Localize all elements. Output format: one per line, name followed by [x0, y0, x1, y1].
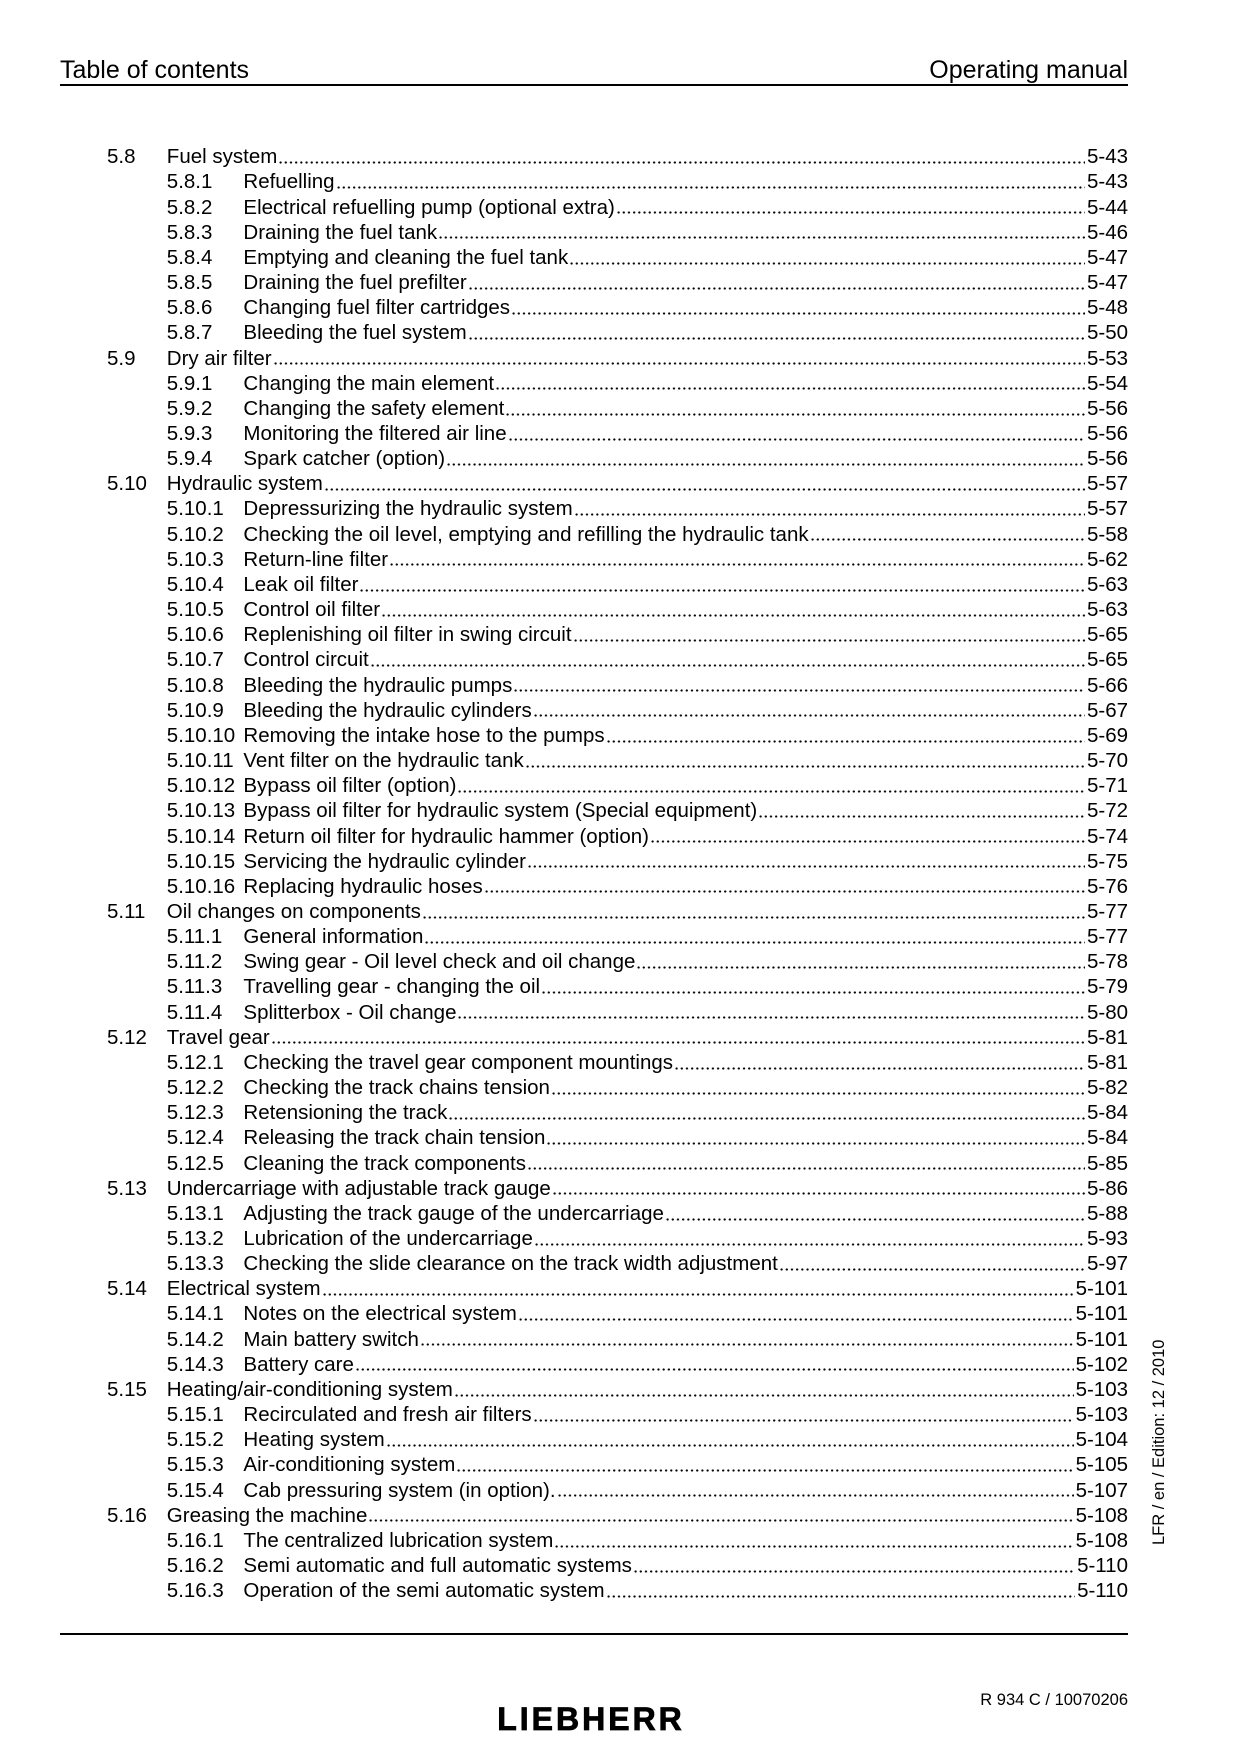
subsection-title: Swing gear - Oil level check and oil change [243, 950, 636, 974]
toc-subsection-entry [0, 195, 1240, 220]
dot-leader [457, 1016, 1085, 1019]
dot-leader [525, 765, 1085, 768]
section-page: 5-57 [1086, 472, 1128, 496]
toc-subsection-entry [0, 295, 1240, 320]
subsection-title: Leak oil filter [243, 572, 359, 596]
dot-leader [457, 790, 1085, 793]
subsection-page: 5-85 [1086, 1151, 1128, 1175]
subsection-title: Lubrication of the undercarriage [243, 1227, 533, 1251]
toc-subsection-entry [0, 522, 1240, 547]
dot-leader [271, 1041, 1085, 1044]
header-divider [60, 84, 1128, 86]
toc-subsection-entry [0, 1301, 1240, 1326]
subsection-number: 5.14.3 [166, 1352, 224, 1376]
subsection-title: General information [243, 925, 424, 949]
subsection-title: Bleeding the fuel system [243, 321, 467, 345]
toc-subsection-entry [0, 1251, 1240, 1276]
section-title: Electrical system [166, 1277, 321, 1301]
section-number: 5.11 [107, 899, 146, 923]
toc-subsection-entry [0, 320, 1240, 345]
dot-leader [518, 1318, 1074, 1321]
subsection-number: 5.16.1 [166, 1528, 224, 1552]
dot-leader [336, 186, 1085, 189]
dot-leader [448, 1117, 1085, 1120]
subsection-title: Operation of the semi automatic system [243, 1579, 605, 1603]
subsection-number: 5.10.4 [166, 572, 224, 596]
subsection-title: Draining the fuel tank [243, 220, 438, 244]
subsection-title: Changing the main element [243, 371, 495, 395]
section-number: 5.8 [107, 145, 136, 169]
edition-note: LFR / en / Edition: 12 / 2010 [1149, 1339, 1168, 1545]
subsection-page: 5-66 [1086, 673, 1128, 697]
subsection-number: 5.8.1 [166, 170, 213, 194]
subsection-page: 5-78 [1086, 950, 1128, 974]
subsection-number: 5.12.3 [166, 1101, 224, 1125]
subsection-number: 5.10.16 [166, 874, 236, 898]
subsection-title: Air-conditioning system [243, 1453, 456, 1477]
dot-leader [389, 563, 1085, 566]
dot-leader [534, 1243, 1085, 1246]
subsection-number: 5.10.2 [166, 522, 224, 546]
subsection-title: Checking the slide clearance on the track width adjustment [243, 1252, 778, 1276]
subsection-page: 5-56 [1086, 396, 1128, 420]
subsection-page: 5-97 [1086, 1252, 1128, 1276]
subsection-page: 5-69 [1086, 723, 1128, 747]
subsection-number: 5.10.1 [166, 497, 224, 521]
subsection-title: Recirculated and fresh air filters [243, 1403, 532, 1427]
subsection-page: 5-101 [1075, 1327, 1128, 1351]
toc-subsection-entry [0, 547, 1240, 572]
toc-section-entry [0, 471, 1240, 496]
subsection-title: Vent filter on the hydraulic tank [243, 749, 524, 773]
subsection-page: 5-107 [1075, 1478, 1128, 1502]
dot-leader [438, 236, 1085, 239]
subsection-title: Bleeding the hydraulic pumps [243, 673, 513, 697]
toc-subsection-entry [0, 1452, 1240, 1477]
subsection-title: Bypass oil filter (option) [243, 774, 457, 798]
toc-subsection-entry [0, 396, 1240, 421]
dot-leader [420, 1343, 1074, 1346]
subsection-title: Checking the track chains tension [243, 1076, 550, 1100]
subsection-title: Checking the oil level, emptying and refilling the hydraulic tank [243, 522, 809, 546]
subsection-number: 5.10.10 [166, 723, 236, 747]
toc-section-entry [0, 1503, 1240, 1528]
section-title: Undercarriage with adjustable track gauge [166, 1176, 551, 1200]
subsection-page: 5-63 [1086, 598, 1128, 622]
subsection-number: 5.10.7 [166, 648, 224, 672]
subsection-page: 5-88 [1086, 1201, 1128, 1225]
subsection-page: 5-103 [1075, 1403, 1128, 1427]
subsection-page: 5-47 [1086, 271, 1128, 295]
subsection-title: Splitterbox - Oil change [243, 1000, 457, 1024]
subsection-number: 5.8.6 [166, 296, 213, 320]
subsection-title: Depressurizing the hydraulic system [243, 497, 573, 521]
subsection-number: 5.12.1 [166, 1050, 224, 1074]
subsection-number: 5.11.4 [166, 1000, 223, 1024]
subsection-title: Replacing hydraulic hoses [243, 874, 483, 898]
subsection-number: 5.10.14 [166, 824, 236, 848]
subsection-page: 5-47 [1086, 245, 1128, 269]
subsection-title: Travelling gear - changing the oil [243, 975, 541, 999]
dot-leader [633, 1570, 1075, 1573]
subsection-number: 5.8.4 [166, 245, 213, 269]
toc-subsection-entry [0, 1226, 1240, 1251]
subsection-title: Changing fuel filter cartridges [243, 296, 511, 320]
footer-divider [60, 1633, 1128, 1635]
dot-leader [456, 1469, 1073, 1472]
dot-leader [616, 211, 1085, 214]
toc-subsection-entry [0, 824, 1240, 849]
toc-subsection-entry [0, 1125, 1240, 1150]
subsection-page: 5-70 [1086, 749, 1128, 773]
toc-subsection-entry [0, 572, 1240, 597]
dot-leader [606, 1595, 1076, 1598]
subsection-page: 5-77 [1086, 925, 1128, 949]
subsection-title: Main battery switch [243, 1327, 419, 1351]
subsection-number: 5.10.11 [166, 749, 234, 773]
subsection-title: Removing the intake hose to the pumps [243, 723, 605, 747]
dot-leader [381, 614, 1085, 617]
subsection-number: 5.15.3 [166, 1453, 224, 1477]
toc-subsection-entry [0, 446, 1240, 471]
subsection-title: Refuelling [243, 170, 335, 194]
subsection-page: 5-110 [1077, 1554, 1128, 1578]
subsection-page: 5-84 [1086, 1126, 1128, 1150]
subsection-page: 5-71 [1086, 774, 1128, 798]
toc-subsection-entry [0, 698, 1240, 723]
toc-section-entry [0, 346, 1240, 371]
section-number: 5.14 [107, 1277, 147, 1301]
dot-leader [359, 589, 1084, 592]
toc-subsection-entry [0, 1075, 1240, 1100]
dot-leader [573, 639, 1085, 642]
dot-leader [606, 740, 1085, 743]
subsection-number: 5.10.12 [166, 774, 236, 798]
section-page: 5-86 [1086, 1176, 1128, 1200]
subsection-number: 5.15.2 [166, 1428, 224, 1452]
subsection-number: 5.10.9 [166, 698, 224, 722]
toc-subsection-entry [0, 245, 1240, 270]
subsection-number: 5.10.8 [166, 673, 224, 697]
subsection-title: Adjusting the track gauge of the undercarriage [243, 1201, 664, 1225]
dot-leader [370, 664, 1085, 667]
subsection-page: 5-104 [1075, 1428, 1128, 1452]
toc-subsection-entry [0, 622, 1240, 647]
subsection-page: 5-110 [1077, 1579, 1128, 1603]
dot-leader [810, 538, 1085, 541]
subsection-page: 5-72 [1086, 799, 1128, 823]
toc-subsection-entry [0, 849, 1240, 874]
dot-leader [386, 1444, 1074, 1447]
toc-subsection-entry [0, 1000, 1240, 1025]
subsection-number: 5.11.3 [166, 975, 223, 999]
toc-section-entry [0, 1176, 1240, 1201]
subsection-number: 5.10.13 [166, 799, 236, 823]
subsection-page: 5-56 [1086, 447, 1128, 471]
toc-subsection-entry [0, 1201, 1240, 1226]
section-title: Greasing the machine [166, 1503, 368, 1527]
subsection-title: Heating system [243, 1428, 385, 1452]
subsection-title: Semi automatic and full automatic systems [243, 1554, 632, 1578]
subsection-title: Emptying and cleaning the fuel tank [243, 245, 569, 269]
dot-leader [674, 1067, 1085, 1070]
toc-subsection-entry [0, 748, 1240, 773]
subsection-number: 5.8.3 [166, 220, 213, 244]
subsection-number: 5.8.5 [166, 271, 213, 295]
dot-leader [758, 815, 1085, 818]
subsection-page: 5-46 [1086, 220, 1128, 244]
subsection-number: 5.14.1 [166, 1302, 224, 1326]
subsection-number: 5.15.1 [166, 1403, 224, 1427]
subsection-title: Control circuit [243, 648, 369, 672]
dot-leader [322, 1293, 1074, 1296]
section-page: 5-53 [1086, 346, 1128, 370]
section-number: 5.9 [107, 346, 136, 370]
subsection-page: 5-93 [1086, 1227, 1128, 1251]
dot-leader [650, 840, 1085, 843]
dot-leader [511, 312, 1085, 315]
section-page: 5-101 [1075, 1277, 1128, 1301]
section-number: 5.16 [107, 1503, 147, 1527]
toc-subsection-entry [0, 773, 1240, 798]
toc-subsection-entry [0, 1151, 1240, 1176]
toc-section-entry [0, 899, 1240, 924]
subsection-page: 5-65 [1086, 623, 1128, 647]
dot-leader [527, 865, 1085, 868]
subsection-page: 5-50 [1086, 321, 1128, 345]
subsection-title: The centralized lubrication system [243, 1528, 554, 1552]
subsection-title: Electrical refuelling pump (optional extra) [243, 195, 615, 219]
section-title: Hydraulic system [166, 472, 323, 496]
toc-section-entry [0, 144, 1240, 169]
section-title: Fuel system [166, 145, 278, 169]
toc-subsection-entry [0, 647, 1240, 672]
subsection-number: 5.16.3 [166, 1579, 224, 1603]
section-number: 5.12 [107, 1025, 147, 1049]
subsection-page: 5-43 [1086, 170, 1128, 194]
subsection-page: 5-82 [1086, 1076, 1128, 1100]
section-page: 5-77 [1086, 899, 1128, 923]
subsection-title: Retensioning the track [243, 1101, 448, 1125]
dot-leader [355, 1368, 1074, 1371]
subsection-title: Control oil filter [243, 598, 381, 622]
toc-subsection-entry [0, 1553, 1240, 1578]
dot-leader [454, 1394, 1074, 1397]
subsection-number: 5.13.1 [166, 1201, 224, 1225]
toc-section-entry [0, 1377, 1240, 1402]
subsection-number: 5.15.4 [166, 1478, 224, 1502]
toc-subsection-entry [0, 220, 1240, 245]
liebherr-logo: LIEBHERR [497, 1701, 685, 1737]
dot-leader [495, 387, 1085, 390]
dot-leader [278, 161, 1085, 164]
subsection-number: 5.10.5 [166, 598, 224, 622]
dot-leader [446, 463, 1085, 466]
subsection-number: 5.10.15 [166, 849, 236, 873]
toc-subsection-entry [0, 169, 1240, 194]
section-title: Heating/air-conditioning system [166, 1377, 453, 1401]
section-title: Travel gear [166, 1025, 270, 1049]
subsection-page: 5-56 [1086, 422, 1128, 446]
subsection-page: 5-57 [1086, 497, 1128, 521]
section-page: 5-81 [1086, 1025, 1128, 1049]
subsection-page: 5-63 [1086, 572, 1128, 596]
subsection-page: 5-74 [1086, 824, 1128, 848]
subsection-number: 5.10.3 [166, 547, 224, 571]
dot-leader [468, 287, 1085, 290]
section-title: Oil changes on components [166, 899, 421, 923]
toc-section-entry [0, 1025, 1240, 1050]
toc-subsection-entry [0, 1402, 1240, 1427]
subsection-page: 5-75 [1086, 849, 1128, 873]
subsection-page: 5-108 [1075, 1528, 1128, 1552]
subsection-title: Checking the travel gear component mountings [243, 1050, 673, 1074]
subsection-number: 5.16.2 [166, 1554, 224, 1578]
dot-leader [468, 337, 1085, 340]
subsection-number: 5.13.2 [166, 1227, 224, 1251]
subsection-title: Replenishing oil filter in swing circuit [243, 623, 572, 647]
dot-leader [554, 1545, 1073, 1548]
toc-section-entry [0, 1276, 1240, 1301]
toc-subsection-entry [0, 1578, 1240, 1603]
toc-subsection-entry [0, 597, 1240, 622]
dot-leader [779, 1268, 1085, 1271]
subsection-page: 5-67 [1086, 698, 1128, 722]
subsection-page: 5-101 [1075, 1302, 1128, 1326]
subsection-page: 5-54 [1086, 371, 1128, 395]
subsection-page: 5-76 [1086, 874, 1128, 898]
subsection-page: 5-44 [1086, 195, 1128, 219]
subsection-number: 5.9.1 [166, 371, 213, 395]
subsection-title: Servicing the hydraulic cylinder [243, 849, 526, 873]
section-page: 5-43 [1086, 145, 1128, 169]
section-title: Dry air filter [166, 346, 272, 370]
toc-subsection-entry [0, 1100, 1240, 1125]
subsection-title: Return oil filter for hydraulic hammer (option) [243, 824, 649, 848]
section-number: 5.10 [107, 472, 147, 496]
subsection-title: Spark catcher (option) [243, 447, 446, 471]
header-title: Table of contents [60, 56, 250, 84]
toc-subsection-entry [0, 974, 1240, 999]
section-number: 5.15 [107, 1377, 147, 1401]
toc-subsection-entry [0, 1528, 1240, 1553]
section-page: 5-103 [1075, 1377, 1128, 1401]
subsection-title: Notes on the electrical system [243, 1302, 517, 1326]
dot-leader [533, 1419, 1074, 1422]
dot-leader [527, 1167, 1085, 1170]
toc-subsection-entry [0, 673, 1240, 698]
header-manual-name: Operating manual [929, 56, 1128, 84]
dot-leader [552, 1192, 1085, 1195]
toc-subsection-entry [0, 924, 1240, 949]
subsection-title: Bypass oil filter for hydraulic system (Special equipment) [243, 799, 758, 823]
subsection-page: 5-84 [1086, 1101, 1128, 1125]
toc-subsection-entry [0, 371, 1240, 396]
subsection-number: 5.9.3 [166, 422, 213, 446]
table-of-contents [0, 144, 1240, 1603]
dot-leader [665, 1218, 1085, 1221]
document-id: R 934 C / 10070206 [980, 1691, 1128, 1709]
subsection-number: 5.13.3 [166, 1252, 224, 1276]
dot-leader [513, 689, 1085, 692]
subsection-page: 5-65 [1086, 648, 1128, 672]
toc-subsection-entry [0, 1327, 1240, 1352]
dot-leader [574, 513, 1085, 516]
dot-leader [533, 714, 1085, 717]
section-page: 5-108 [1075, 1503, 1128, 1527]
dot-leader [551, 1092, 1085, 1095]
subsection-page: 5-105 [1075, 1453, 1128, 1477]
subsection-title: Return-line filter [243, 547, 389, 571]
toc-subsection-entry [0, 1427, 1240, 1452]
subsection-title: Changing the safety element [243, 396, 505, 420]
subsection-number: 5.8.7 [166, 321, 213, 345]
subsection-number: 5.11.1 [166, 925, 223, 949]
toc-subsection-entry [0, 496, 1240, 521]
subsection-title: Releasing the track chain tension [243, 1126, 546, 1150]
toc-subsection-entry [0, 421, 1240, 446]
toc-subsection-entry [0, 949, 1240, 974]
dot-leader [273, 362, 1085, 365]
subsection-page: 5-58 [1086, 522, 1128, 546]
dot-leader [505, 413, 1085, 416]
dot-leader [569, 262, 1085, 265]
toc-subsection-entry [0, 798, 1240, 823]
subsection-number: 5.14.2 [166, 1327, 224, 1351]
dot-leader [636, 966, 1085, 969]
subsection-page: 5-102 [1075, 1352, 1128, 1376]
subsection-title: Cleaning the track components [243, 1151, 526, 1175]
toc-subsection-entry [0, 723, 1240, 748]
subsection-number: 5.12.4 [166, 1126, 224, 1150]
subsection-number: 5.10.6 [166, 623, 224, 647]
subsection-title: Bleeding the hydraulic cylinders [243, 698, 532, 722]
subsection-page: 5-62 [1086, 547, 1128, 571]
subsection-title: Cab pressuring system (in option). [243, 1478, 556, 1502]
subsection-page: 5-79 [1086, 975, 1128, 999]
toc-subsection-entry [0, 874, 1240, 899]
dot-leader [324, 488, 1085, 491]
subsection-number: 5.9.4 [166, 447, 213, 471]
dot-leader [508, 438, 1085, 441]
subsection-page: 5-48 [1086, 296, 1128, 320]
subsection-page: 5-81 [1086, 1050, 1128, 1074]
dot-leader [368, 1519, 1073, 1522]
toc-subsection-entry [0, 1352, 1240, 1377]
subsection-title: Battery care [243, 1352, 354, 1376]
subsection-page: 5-80 [1086, 1000, 1128, 1024]
subsection-number: 5.12.2 [166, 1076, 224, 1100]
toc-subsection-entry [0, 1478, 1240, 1503]
subsection-title: Draining the fuel prefilter [243, 271, 467, 295]
dot-leader [424, 941, 1085, 944]
dot-leader [557, 1494, 1074, 1497]
dot-leader [422, 916, 1085, 919]
dot-leader [541, 991, 1085, 994]
subsection-number: 5.8.2 [166, 195, 213, 219]
subsection-number: 5.9.2 [166, 396, 213, 420]
toc-subsection-entry [0, 270, 1240, 295]
section-number: 5.13 [107, 1176, 147, 1200]
dot-leader [546, 1142, 1085, 1145]
subsection-title: Monitoring the filtered air line [243, 422, 507, 446]
toc-subsection-entry [0, 1050, 1240, 1075]
subsection-number: 5.12.5 [166, 1151, 224, 1175]
dot-leader [484, 890, 1085, 893]
subsection-number: 5.11.2 [166, 950, 223, 974]
